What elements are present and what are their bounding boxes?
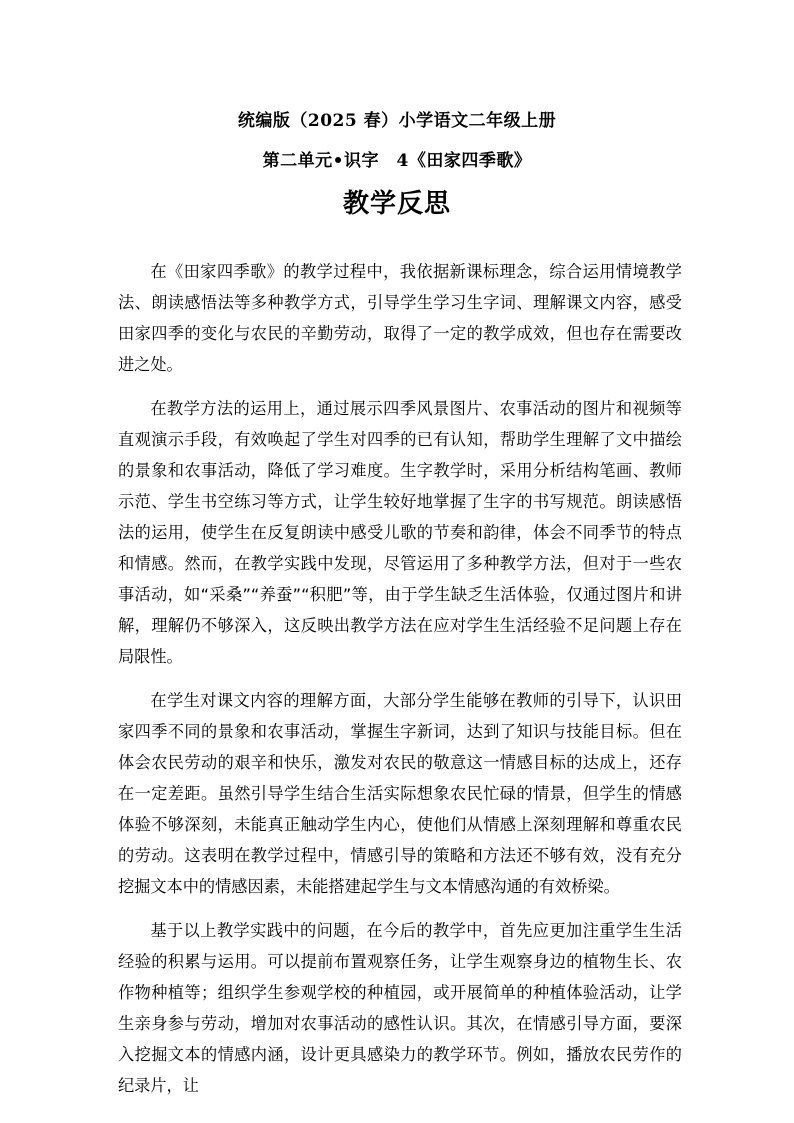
paragraph-3: 在学生对课文内容的理解方面，大部分学生能够在教师的引导下，认识田家四季不同的景象和农事活动，掌握生字新词，达到了知识与技能目标。但在体会农民劳动的艰辛和快乐，激发对农民的敬意这一情感目标的达成上，还存在一定差距。虽然引导学生结合生活实际想象农民忙碌的情景，但学生的情感体验不够深刻，未能真正触动学生内心，使他们从情感上深刻理解和尊重农民的劳动。这表明在教学过程中，情感引导的策略和方法还不够有效，没有充分挖掘文本中的情感因素，未能搭建起学生与文本情感沟通的有效桥梁。 — [118, 691, 682, 896]
document-subtitle-lesson: 第二单元•识字 4《田家四季歌》 — [262, 151, 532, 171]
paragraph-4: 基于以上教学实践中的问题，在今后的教学中，首先应更加注重学生生活经验的积累与运用。可以提前布置观察任务，让学生观察身边的植物生长、农作物种植等；组织学生参观学校的种植园，或开展简单的种植体验活动，让学生亲身参与劳动，增加对农事活动的感性认识。其次，在情感引导方面，要深入挖掘文本的情感内涵，设计更具感染力的教学环节。例如，播放农民劳作的纪录片，让 — [118, 921, 682, 1095]
document-body — [118, 256, 682, 1114]
paragraph-1: 在《田家四季歌》的教学过程中，我依据新课标理念，综合运用情境教学法、朗读感悟法等多种教学方式，引导学生学习生字词、理解课文内容，感受田家四季的变化与农民的辛勤劳动，取得了一定的教学成效，但也存在需要改进之处。 — [118, 262, 682, 374]
paragraph-2: 在教学方法的运用上，通过展示四季风景图片、农事活动的图片和视频等直观演示手段，有效唤起了学生对四季的已有认知，帮助学生理解了文中描绘的景象和农事活动，降低了学习难度。生字教学时，采用分析结构笔画、教师示范、学生书空练习等方式，让学生较好地掌握了生字的书写规范。朗读感悟法的运用，使学生在反复朗读中感受儿歌的节奏和韵律，体会不同季节的特点和情感。然而，在教学实践中发现，尽管运用了多种教学方法，但对于一些农事活动，如“采桑”“养蚕”“积肥”等，由于学生缺乏生活体验，仅通过图片和讲解，理解仍不够深入，这反映出教学方法在应对学生生活经验不足问题上存在局限性。 — [118, 399, 682, 666]
document-subtitle-series: 统编版（2025 春）小学语文二年级上册 — [237, 111, 557, 131]
document-title: 教学反思 — [342, 189, 451, 219]
